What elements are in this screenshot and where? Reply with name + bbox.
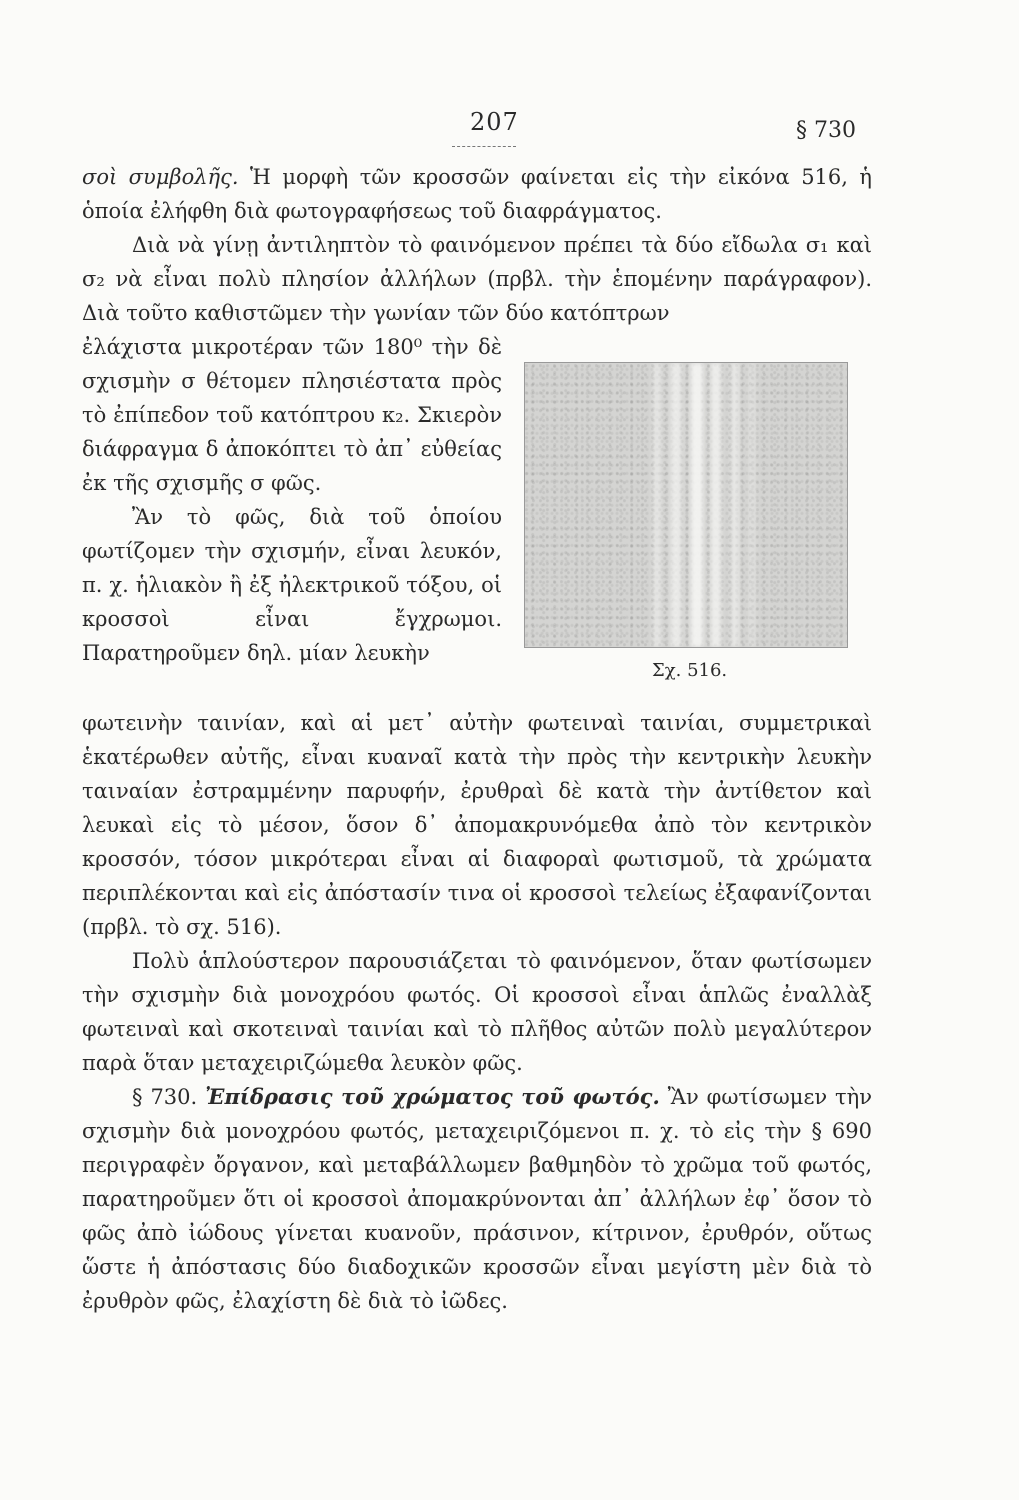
text-block-top	[82, 160, 872, 330]
figure-caption: Σχ. 516.	[652, 660, 728, 681]
fringe-band	[749, 363, 755, 647]
text-block-bottom	[82, 706, 872, 1318]
header-rule	[452, 146, 516, 147]
section-reference: § 730	[796, 118, 856, 143]
fringe-band	[731, 363, 739, 647]
wrapped-text-column	[82, 330, 502, 670]
paragraph-5	[82, 1080, 872, 1318]
paragraph-1-text: Ἡ μορφὴ τῶν κροσσῶν φαίνεται εἰς τὴν εἰκόνα 516, ἡ ὁποία ἐλήφθη διὰ φωτογραφήσεως τοῦ διαφράγματος.	[82, 165, 872, 223]
paragraph-1	[82, 160, 872, 228]
wrapped-paragraph-1: ἐλάχιστα μικροτέραν τῶν 180⁰ τὴν δὲ σχισμὴν σ θέτομεν πλησιέστατα πρὸς τὸ ἐπίπεδον τοῦ κατόπτρου κ₂. Σκιερὸν διάφραγμα δ ἀποκόπτει τὸ ἀπ᾽ εὐθείας ἐκ τῆς σχισμῆς σ φῶς.	[82, 335, 502, 495]
photo-grain	[525, 363, 847, 647]
section-number: § 730.	[132, 1085, 206, 1109]
page-number: 207	[470, 108, 519, 136]
paragraph-4: Πολὺ ἁπλούστερον παρουσιάζεται τὸ φαινόμενον, ὅταν φωτίσωμεν τὴν σχισμὴν διὰ μονοχρόου φωτός. Οἱ κροσσοὶ εἶναι ἁπλῶς ἐναλλὰξ φωτειναὶ καὶ σκοτειναὶ ταινίαι καὶ τὸ πλῆθος αὐτῶν πολὺ μεγαλύτερον παρὰ ὅταν μεταχειριζώμεθα λευκὸν φῶς.	[82, 949, 872, 1075]
page-header	[0, 108, 1019, 148]
fringe-band	[711, 363, 721, 647]
fringe-band-central	[691, 363, 703, 647]
paragraph-2: Διὰ νὰ γίνῃ ἀντιληπτὸν τὸ φαινόμενον πρέπει τὰ δύο εἴδωλα σ₁ καὶ σ₂ νὰ εἶναι πολὺ πλησίον ἀλλήλων (πρβλ. τὴν ἑπομένην παράγραφον). Διὰ τοῦτο καθιστῶμεν τὴν γωνίαν τῶν δύο κατόπτρων	[82, 233, 872, 325]
fringe-band	[653, 363, 661, 647]
paragraph-5-text: Ἂν φωτίσωμεν τὴν σχισμὴν διὰ μονοχρόου φωτός, μεταχειριζόμενοι π. χ. τὸ εἰς τὴν § 690 περιγραφὲν ὄργανον, καὶ μεταβάλλωμεν βαθμηδὸν τὸ χρῶμα τοῦ φωτός, παρατηροῦμεν ὅτι οἱ κροσσοὶ ἀπομακρύνονται ἀπ᾽ ἀλλήλων ἐφ᾽ ὅσον τὸ φῶς ἀπὸ ἰώδους γίνεται κυανοῦν, πράσινον, κίτρινον, ἐρυθρόν, οὕτως ὥστε ἡ ἀπόστασις δύο διαδοχικῶν κροσσῶν εἶναι μεγίστη μὲν διὰ τὸ ἐρυθρὸν φῶς, ἐλαχίστη δὲ διὰ τὸ ἰῶδες.	[82, 1085, 873, 1313]
fringe-photograph	[524, 362, 848, 648]
wrapped-paragraph-2: Ἂν τὸ φῶς, διὰ τοῦ ὁποίου φωτίζομεν τὴν σχισμήν, εἶναι λευκόν, π. χ. ἡλιακὸν ἢ ἐξ ἠλεκτρικοῦ τόξου, οἱ κροσσοὶ εἶναι ἔγχρωμοι. Παρατηροῦμεν δηλ. μίαν λευκὴν	[82, 505, 502, 665]
section-title: Ἐπίδρασις τοῦ χρώματος τοῦ φωτός.	[205, 1084, 660, 1109]
italic-term: σοὶ συμβολῆς.	[82, 165, 239, 189]
paragraph-3: φωτεινὴν ταινίαν, καὶ αἱ μετ᾽ αὐτὴν φωτειναὶ ταινίαι, συμμετρικαὶ ἑκατέρωθεν αὐτῆς, εἶναι κυαναῖ κατὰ τὴν πρὸς τὴν κεντρικὴν λευκὴν ταιναίαν ἐστραμμένην παρυφήν, ἐρυθραὶ δὲ κατὰ τὴν ἀντίθετον καὶ λευκαὶ εἰς τὸ μέσον, ὅσον δ᾽ ἀπομακρυνόμεθα ἀπὸ τὸν κεντρικὸν κροσσόν, τόσον μικρότεραι εἶναι αἱ διαφοραὶ φωτισμοῦ, τὰ χρώματα περιπλέκονται καὶ εἰς ἀπόστασίν τινα οἱ κροσσοὶ τελείως ἐξαφανίζονται (πρβλ. τὸ σχ. 516).	[82, 711, 872, 939]
fringe-band	[671, 363, 681, 647]
